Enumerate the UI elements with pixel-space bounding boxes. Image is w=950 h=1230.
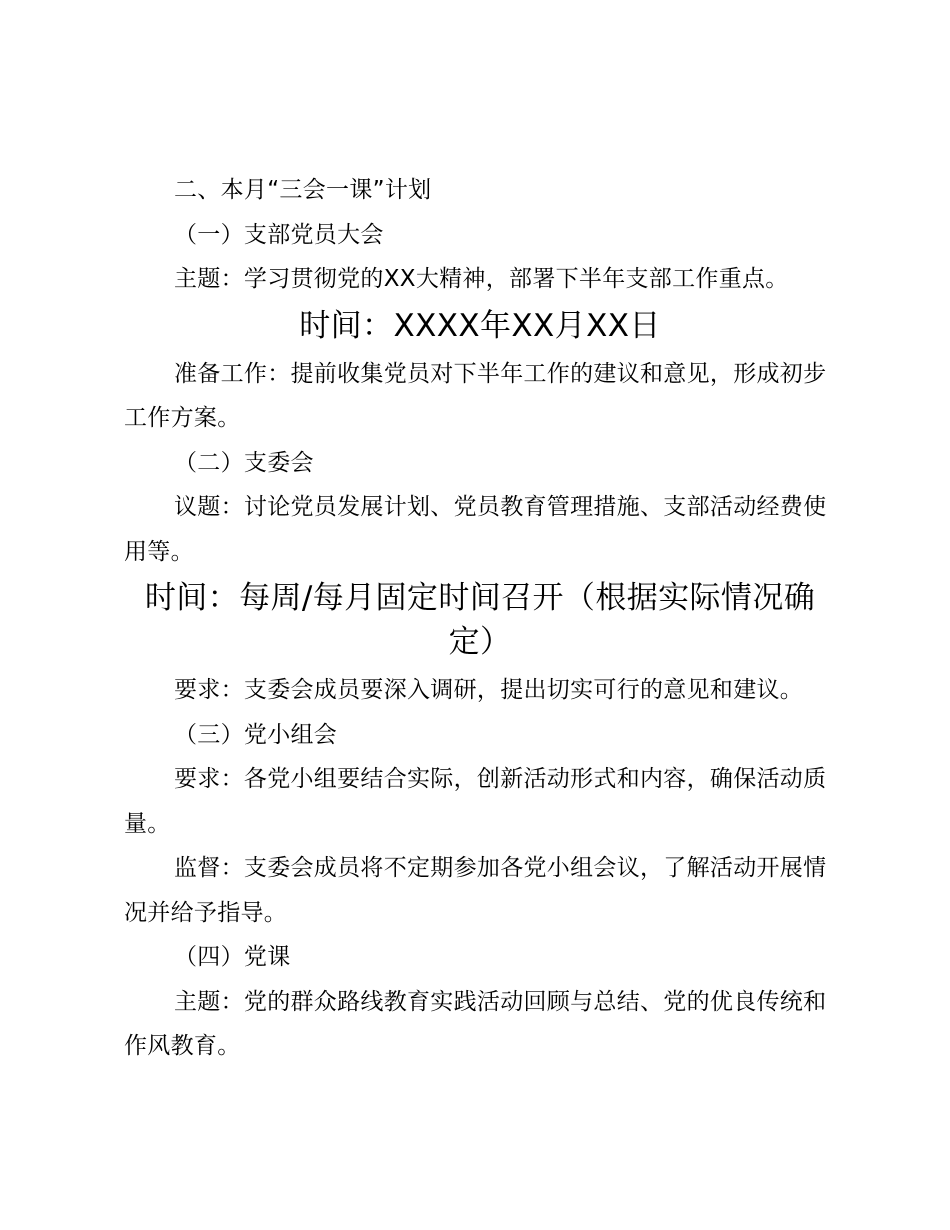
branch-meeting-topic: 主题：学习贯彻党的XX大精神，部署下半年支部工作重点。: [174, 266, 789, 292]
committee-meeting-agenda: 议题：讨论党员发展计划、党员教育管理措施、支部活动经费使用等。: [124, 494, 827, 565]
document-body: [124, 168, 836, 1069]
branch-meeting-time: 时间：XXXX年XX月XX日: [299, 307, 661, 344]
group-meeting-requirement: 要求：各党小组要结合实际，创新活动形式和内容，确保活动质量。: [124, 766, 827, 837]
committee-meeting-heading: （二）支委会: [174, 449, 314, 476]
party-lecture-heading: （四）党课: [174, 944, 291, 970]
group-meeting-heading: （三）党小组会: [174, 721, 338, 748]
committee-meeting-requirement: 要求：支委会成员要深入调研，提出切实可行的意见和建议。: [174, 677, 804, 703]
group-meeting-supervision: 监督：支委会成员将不定期参加各党小组会议，了解活动开展情况并给予指导。: [124, 855, 827, 926]
party-lecture-topic: 主题：党的群众路线教育实践活动回顾与总结、党的优良传统和作风教育。: [124, 988, 827, 1059]
branch-meeting-preparation: 准备工作：提前收集党员对下半年工作的建议和意见，形成初步工作方案。: [124, 360, 827, 431]
branch-meeting-heading: （一）支部党员大会: [174, 221, 384, 248]
section-heading: 二、本月“三会一课”计划: [174, 177, 432, 203]
committee-meeting-time: 时间：每周/每月固定时间召开（根据实际情况确定）: [144, 580, 816, 660]
